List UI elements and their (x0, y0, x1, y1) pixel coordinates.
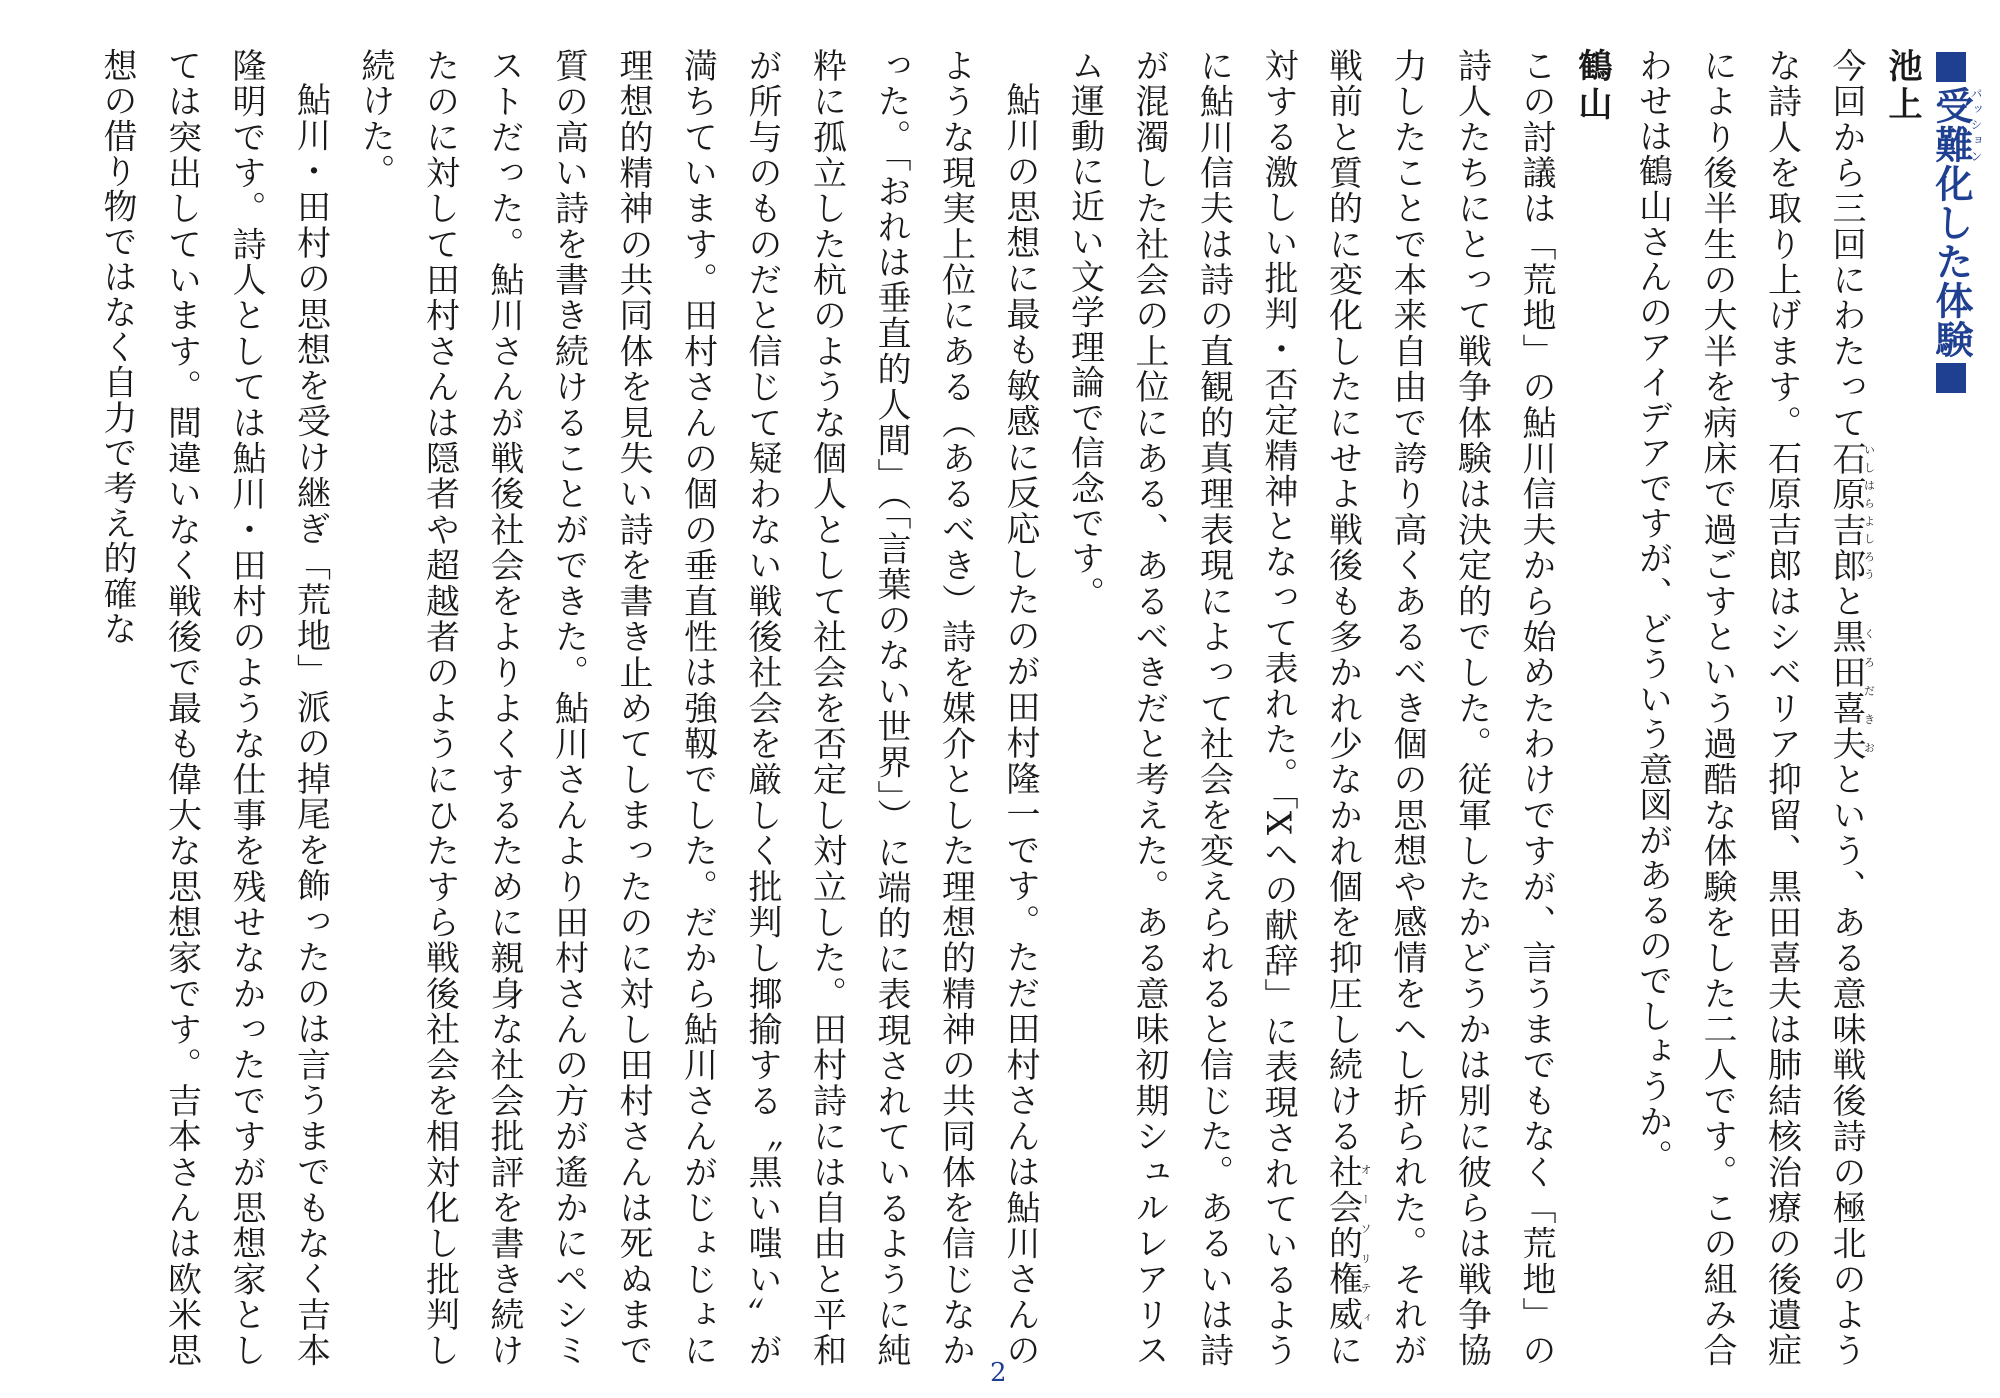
ruby-annotation: 石原吉郎いしはらよしろう (1826, 440, 1876, 584)
page-number: 2 (990, 1358, 1007, 1388)
article-body (85, 48, 1983, 1368)
text-run: と (1826, 583, 1866, 620)
ruby-annotation: 社会的権威オーソリティ (1322, 1154, 1372, 1333)
text-run: 鮎川の思想に最も敏感に反応したのが田村隆一です。ただ田村さんは鮎川さんのような現実上位にある（あるべき）詩を媒介とした理想的精神の共同体を信じなかった。「おれは垂直的人間」（「言葉のない世界」）に端的に表現されているように純粋に孤立した杭のような個人として社会を否定し対立した。田村詩には自由と平和が所与のものだと信じて疑わない戦後社会を厳しく批判し揶揄する〝黒い嗤い〟が満ちています。田村さんの個の垂直性は強靱でした。だから鮎川さんがじょじょに理想的精神の共同体を見失い詩を書き止めてしまったのに対し田村さんは死ぬまで質の高い詩を書き続けることができた。鮎川さんより田村さんの方が遙かにペシミストだった。鮎川さんが戦後社会をよりよくするために親身な社会批評を書き続けたのに対して田村さんは隠者や超越者のようにひたすら戦後社会を相対化し批判し続けた。 (355, 48, 1040, 1368)
speaker-name: 鶴山 (1572, 48, 1612, 124)
text-run: この討議は「荒地」の鮎川信夫から始めたわけですが、言うまでもなく「荒地」の詩人たちにとって戦争体験は決定的でした。従軍したかどうかは別に彼らは戦争協力したことで本来自由で誇り高くあるべき個の思想や感情をへし折られた。それが戦前と質的に変化したにせよ戦後も多かれ少なかれ個を抑圧し続ける (1322, 48, 1556, 1368)
heading-ruby: 受難パッション (1929, 86, 1983, 164)
heading-title: 化した体験 (1929, 164, 1973, 359)
text-run: 今回から三回にわたって (1826, 48, 1866, 441)
section-heading (1930, 48, 1982, 397)
paragraph (85, 48, 343, 1368)
paragraph (343, 48, 1053, 1368)
speech-block (85, 48, 1621, 1368)
paragraph (1620, 48, 1878, 1368)
speech-text (85, 48, 1569, 1368)
speech-text (1620, 48, 1878, 1368)
text-run: に対する激しい批判・否定精神となって表れた。「Xへの献辞」に表現されているように鮎川信夫は詩の直観的真理表現によって社会を変えられると信じた。あるいは詩が混濁した社会の上位にある、あるべきだと考えた。ある意味初期シュルレアリスム運動に近い文学理論で信念です。 (1064, 48, 1363, 1369)
square-mark-icon (1936, 52, 1966, 82)
paragraph (1052, 48, 1568, 1368)
square-mark-icon (1936, 363, 1966, 393)
speaker-name: 池上 (1882, 48, 1922, 124)
ruby-annotation: 黒田喜夫くろだきお (1826, 619, 1876, 762)
text-run: という、ある意味戦後詩の極北のような詩人を取り上げます。石原吉郎はシベリア抑留、黒田喜夫は肺結核治療の後遺症により後半生の大半を病床で過ごすという過酷な体験をした二人です。この組み合わせは鶴山さんのアイデアですが、どういう意図があるのでしょうか。 (1632, 48, 1866, 1369)
speech-block (1620, 48, 1930, 1368)
text-run: 鮎川・田村の思想を受け継ぎ「荒地」派の掉尾を飾ったのは言うまでもなく吉本隆明です。詩人としては鮎川・田村のような仕事を残せなかったですが思想家としては突出しています。間違いなく戦後で最も偉大な思想家です。吉本さんは欧米思想の借り物ではなく自力で考え的確な (97, 48, 331, 1368)
